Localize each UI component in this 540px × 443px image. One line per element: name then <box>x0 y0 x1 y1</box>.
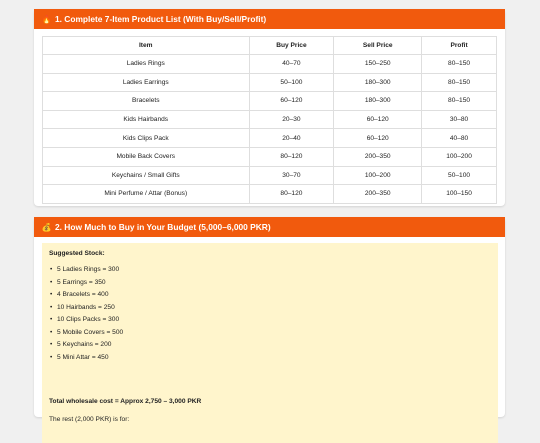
cell-sell-price: 180–300 <box>334 92 422 111</box>
section-header <box>34 217 505 237</box>
cell-profit: 40–80 <box>422 129 497 148</box>
budget-card <box>34 217 505 423</box>
cell-sell-price: 200–350 <box>334 147 422 166</box>
cell-profit: 100–150 <box>422 185 497 204</box>
column-header-item: Item <box>43 37 250 55</box>
section-header <box>34 9 505 29</box>
cell-buy-price: 30–70 <box>249 166 334 185</box>
list-item: • 5 Ladies Rings = 300 <box>49 264 123 277</box>
table-row <box>43 55 497 74</box>
money-bag-icon: 💰 <box>41 222 52 232</box>
cell-sell-price: 100–200 <box>334 166 422 185</box>
fire-icon: 🔥 <box>41 14 52 24</box>
table-row <box>43 110 497 129</box>
cell-item: Kids Hairbands <box>43 110 250 129</box>
cell-buy-price: 80–120 <box>249 185 334 204</box>
list-item: • 5 Mobile Covers = 500 <box>49 327 123 340</box>
cell-item: Ladies Rings <box>43 55 250 74</box>
list-item: • 5 Mini Attar = 450 <box>49 352 123 365</box>
cell-item: Mini Perfume / Attar (Bonus) <box>43 185 250 204</box>
product-list-card <box>34 9 505 206</box>
table-row <box>43 147 497 166</box>
column-header-profit: Profit <box>422 37 497 55</box>
table-header-row <box>43 37 497 55</box>
list-item: • 10 Hairbands = 250 <box>49 302 123 315</box>
rest-budget-text: The rest (2,000 PKR) is for: <box>49 416 130 423</box>
table-row <box>43 92 497 111</box>
cell-sell-price: 60–120 <box>334 129 422 148</box>
stock-list <box>49 264 123 364</box>
product-table <box>42 36 497 204</box>
cell-profit: 50–100 <box>422 166 497 185</box>
cell-buy-price: 40–70 <box>249 55 334 74</box>
cell-profit: 80–150 <box>422 55 497 74</box>
cell-profit: 80–150 <box>422 92 497 111</box>
section-title: 1. Complete 7-Item Product List (With Buy/Sell/Profit) <box>55 14 267 24</box>
cell-buy-price: 20–40 <box>249 129 334 148</box>
cell-item: Mobile Back Covers <box>43 147 250 166</box>
list-item: • 4 Bracelets = 400 <box>49 289 123 302</box>
cell-item: Ladies Earrings <box>43 73 250 92</box>
cell-buy-price: 20–30 <box>249 110 334 129</box>
cell-profit: 30–80 <box>422 110 497 129</box>
column-header-sell-price: Sell Price <box>334 37 422 55</box>
cell-buy-price: 50–100 <box>249 73 334 92</box>
table-row <box>43 185 497 204</box>
cell-buy-price: 80–120 <box>249 147 334 166</box>
cell-sell-price: 180–300 <box>334 73 422 92</box>
list-item: • 5 Keychains = 200 <box>49 339 123 352</box>
total-cost: Total wholesale cost = Approx 2,750 – 3,000 PKR <box>49 398 202 405</box>
list-item: • 10 Clips Packs = 300 <box>49 314 123 327</box>
cell-sell-price: 150–250 <box>334 55 422 74</box>
cell-buy-price: 60–120 <box>249 92 334 111</box>
table-row <box>43 129 497 148</box>
cell-sell-price: 60–120 <box>334 110 422 129</box>
table-row <box>43 166 497 185</box>
cell-profit: 80–150 <box>422 73 497 92</box>
cell-item: Keychains / Small Gifts <box>43 166 250 185</box>
cell-profit: 100–200 <box>422 147 497 166</box>
column-header-buy-price: Buy Price <box>249 37 334 55</box>
section-title: 2. How Much to Buy in Your Budget (5,000–6,000 PKR) <box>55 222 271 232</box>
cell-item: Bracelets <box>43 92 250 111</box>
cell-sell-price: 200–350 <box>334 185 422 204</box>
suggested-stock-label: Suggested Stock: <box>49 250 105 257</box>
suggested-stock-box <box>42 243 498 443</box>
list-item: • 5 Earrings = 350 <box>49 277 123 290</box>
cell-item: Kids Clips Pack <box>43 129 250 148</box>
table-row <box>43 73 497 92</box>
